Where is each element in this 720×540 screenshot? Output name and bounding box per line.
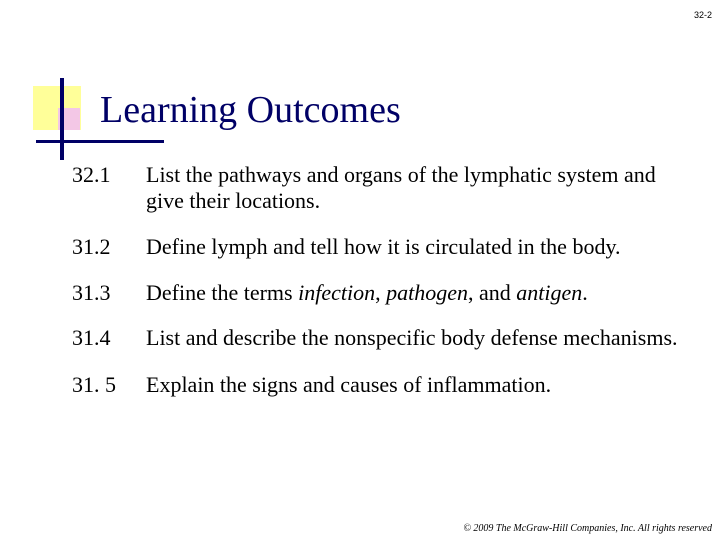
outcome-text <box>146 162 692 214</box>
outcome-text-part: List the pathways and organs of the lymphatic system and give their locations. <box>146 162 656 213</box>
term-pathogen: pathogen <box>386 280 468 305</box>
outcome-item <box>72 234 692 260</box>
slide-title: Learning Outcomes <box>100 89 401 131</box>
decorative-horizontal-line <box>36 140 164 143</box>
outcome-text <box>146 325 692 351</box>
outcome-text-part: List and describe the nonspecific body defense mechanisms. <box>146 325 678 350</box>
outcome-text-part: . <box>582 280 588 305</box>
outcome-text-part: , <box>375 280 387 305</box>
outcome-text-part: Define lymph and tell how it is circulated in the body. <box>146 234 621 259</box>
outcome-item <box>72 162 692 214</box>
term-infection: infection <box>298 280 376 305</box>
outcome-number: 31. 5 <box>72 372 116 397</box>
slide-number: 32-2 <box>693 10 712 20</box>
outcome-number: 31.4 <box>72 325 111 350</box>
outcome-text-part: Define the terms <box>146 280 299 305</box>
learning-outcomes-list <box>72 162 692 398</box>
outcome-text <box>146 372 692 398</box>
outcome-text-part: Explain the signs and causes of inflammation. <box>146 372 552 397</box>
decorative-vertical-line <box>60 78 64 160</box>
outcome-item <box>72 372 692 398</box>
outcome-text <box>146 280 692 306</box>
term-antigen: antigen <box>516 280 583 305</box>
outcome-number: 31.2 <box>72 234 111 259</box>
outcome-number: 31.3 <box>72 280 111 305</box>
outcome-text <box>146 234 692 260</box>
outcome-item <box>72 325 692 351</box>
copyright-footer: © 2009 The McGraw-Hill Companies, Inc. All rights reserved <box>463 523 712 534</box>
outcome-number: 32.1 <box>72 162 111 187</box>
outcome-text-part: , and <box>467 280 517 305</box>
outcome-item <box>72 280 692 306</box>
